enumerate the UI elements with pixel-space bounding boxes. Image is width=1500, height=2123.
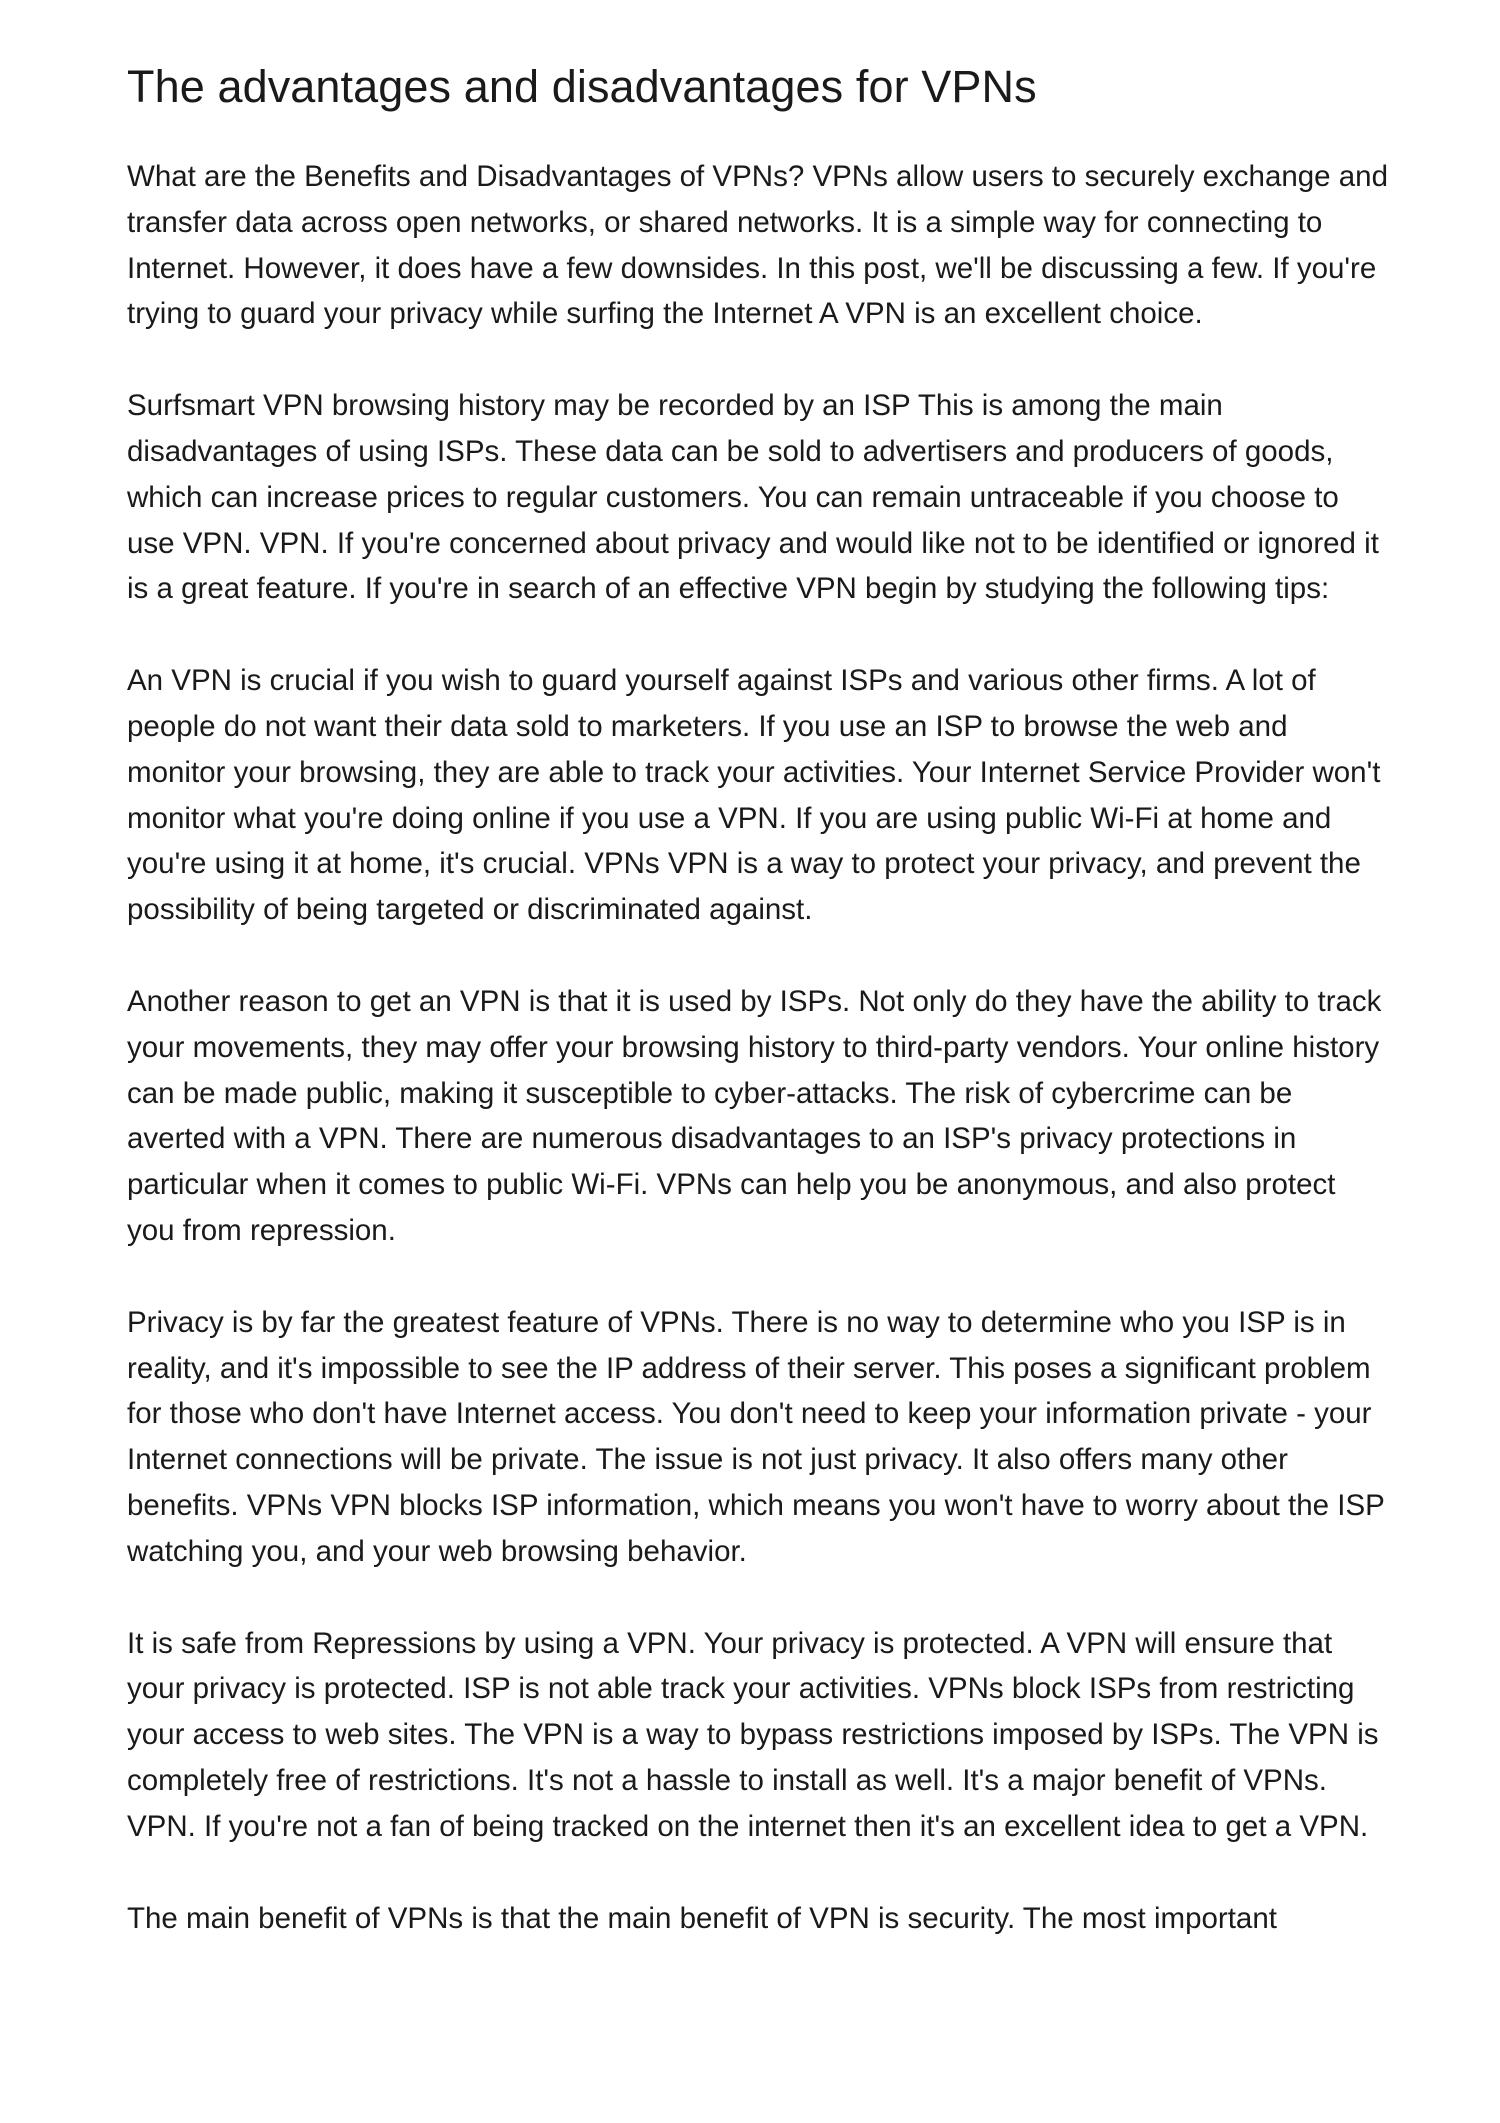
- document-title: The advantages and disadvantages for VPNs: [127, 61, 1037, 112]
- paragraph-main-benefit: The main benefit of VPNs is that the main benefit of VPN is security. The most important: [127, 1901, 1277, 1935]
- paragraph-repressions: It is safe from Repressions by using a VPN. Your privacy is protected. A VPN will ensure that your privacy is protected. ISP is not able track your activities. VPNs block ISPs from restricting your access to web sites. The VPN is a way to bypass restrictions imposed by ISPs. The VPN is completely free of restrictions. It's not a hassle to install as well. It's a major benefit of VPNs. VPN. If you're not a fan of being tracked on the internet then it's an excellent idea to get a VPN.: [127, 1626, 1379, 1843]
- paragraph-isp-history: Surfsmart VPN browsing history may be recorded by an ISP This is among the main disadvantages of using ISPs. These data can be sold to advertisers and producers of goods, which can increase prices to regular customers. You can remain untraceable if you choose to use VPN. VPN. If you're concerned about privacy and would like not to be identified or ignored it is a great feature. If you're in search of an effective VPN begin by studying the following tips:: [127, 389, 1379, 606]
- paragraph-another-reason: Another reason to get an VPN is that it is used by ISPs. Not only do they have the ability to track your movements, they may offer your browsing history to third-party vendors. Your online history can be made public, making it susceptible to cyber-attacks. The risk of cybercrime can be averted with a VPN. There are numerous disadvantages to an ISP's privacy protections in particular when it comes to public Wi-Fi. VPNs can help you be anonymous, and also protect you from repression.: [127, 984, 1382, 1247]
- paragraph-vpn-crucial: An VPN is crucial if you wish to guard yourself against ISPs and various other firms. A lot of people do not want their data sold to marketers. If you use an ISP to browse the web and monitor your browsing, they are able to track your activities. Your Internet Service Provider won't monitor what you're doing online if you use a VPN. If you are using public Wi-Fi at home and you're using it at home, it's crucial. VPNs VPN is a way to protect your privacy, and prevent the possibility of being targeted or discriminated against.: [127, 664, 1381, 927]
- document-page: [127, 60, 1389, 1987]
- paragraph-privacy: Privacy is by far the greatest feature of VPNs. There is no way to determine who you ISP is in reality, and it's impossible to see the IP address of their server. This poses a significant problem for those who don't have Internet access. You don't need to keep your information private - your Internet connections will be private. The issue is not just privacy. It also offers many other benefits. VPNs VPN blocks ISP information, which means you won't have to worry about the ISP watching you, and your web browsing behavior.: [127, 1305, 1385, 1568]
- paragraph-intro: What are the Benefits and Disadvantages of VPNs? VPNs allow users to securely exchange and transfer data across open networks, or shared networks. It is a simple way for connecting to Internet. However, it does have a few downsides. In this post, we'll be discussing a few. If you're trying to guard your privacy while surfing the Internet A VPN is an excellent choice.: [127, 160, 1388, 331]
